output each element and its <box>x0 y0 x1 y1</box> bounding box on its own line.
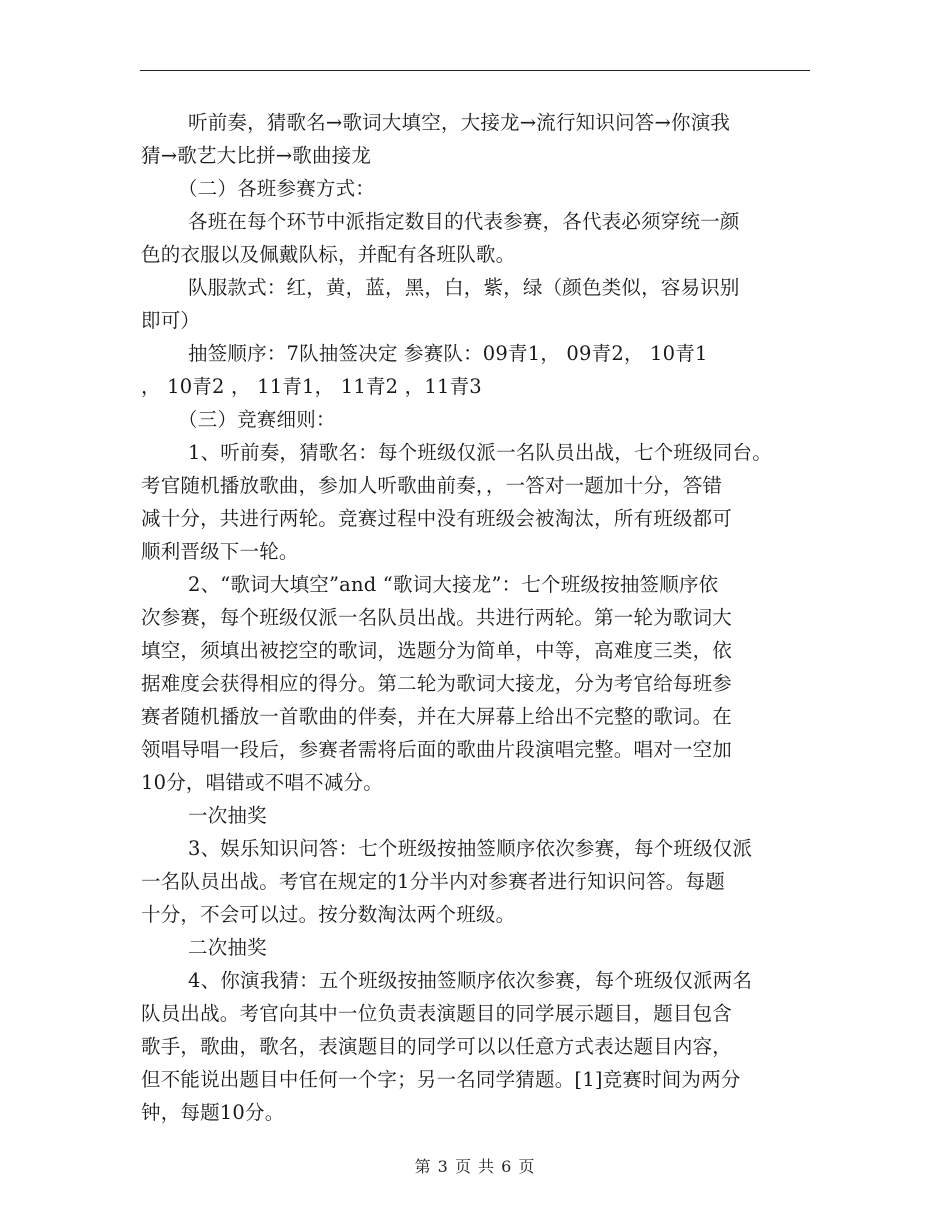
text-line: 4、你演我猜：五个班级按抽签顺序依次参赛，每个班级仅派两名 <box>188 969 753 992</box>
section-heading: （二）各班参赛方式： <box>178 177 376 200</box>
text-line: 猜→歌艺大比拼→歌曲接龙 <box>141 144 372 167</box>
text-line: 二次抽奖 <box>188 936 267 959</box>
text-line: 考官随机播放歌曲，参加人听歌曲前奏，，一答对一题加十分，答错 <box>141 474 723 497</box>
text-line: 次参赛，每个班级仅派一名队员出战。共进行两轮。第一轮为歌词大 <box>141 606 733 629</box>
text-line: 队服款式：红，黄，蓝，黑，白，紫，绿（颜色类似，容易识别 <box>188 276 740 299</box>
text-line: 但不能说出题目中任何一个字；另一名同学猜题。[1]竞赛时间为两分 <box>141 1068 741 1091</box>
text-line: ， 10青2 ， 11青1， 11青2 ，11青3 <box>141 375 482 398</box>
text-line: 2、“歌词大填空”and “歌词大接龙”：七个班级按抽签顺序依 <box>188 573 719 596</box>
page-footer: 第 3 页 共 6 页 <box>414 1157 536 1176</box>
text-line: 赛者随机播放一首歌曲的伴奏，并在大屏幕上给出不完整的歌词。在 <box>141 705 733 728</box>
text-line: 一名队员出战。考官在规定的1分半内对参赛者进行知识问答。每题 <box>141 870 725 893</box>
text-line: 歌手，歌曲，歌名，表演题目的同学可以以任意方式表达题目内容， <box>141 1035 733 1058</box>
text-line: 各班在每个环节中派指定数目的代表参赛，各代表必须穿统一颜 <box>188 210 740 233</box>
text-line: 据难度会获得相应的得分。第二轮为歌词大接龙，分为考官给每班参 <box>141 672 733 695</box>
text-line: 顺利晋级下一轮。 <box>141 540 299 563</box>
text-line: 即可） <box>141 309 201 332</box>
text-line: 色的衣服以及佩戴队标，并配有各班队歌。 <box>141 243 516 266</box>
text-line: 队员出战。考官向其中一位负责表演题目的同学展示题目，题目包含 <box>141 1002 733 1025</box>
text-line: 10分，唱错或不唱不减分。 <box>141 771 383 794</box>
text-line: 十分，不会可以过。按分数淘汰两个班级。 <box>141 903 516 926</box>
text-line: 减十分，共进行两轮。竞赛过程中没有班级会被淘汰，所有班级都可 <box>141 507 733 530</box>
text-line: 钟，每题10分。 <box>141 1101 285 1124</box>
text-line: 1、听前奏，猜歌名：每个班级仅派一名队员出战，七个班级同台。 <box>188 441 772 464</box>
header-rule <box>140 70 810 71</box>
text-line: 领唱导唱一段后，参赛者需将后面的歌曲片段演唱完整。唱对一空加 <box>141 738 733 761</box>
text-line: 听前奏，猜歌名→歌词大填空，大接龙→流行知识问答→你演我 <box>188 111 731 134</box>
text-line: 抽签顺序：7队抽签决定 参赛队：09青1， 09青2， 10青1 <box>188 342 708 365</box>
text-line: 一次抽奖 <box>188 804 267 827</box>
section-heading: （三）竞赛细则： <box>178 408 336 431</box>
text-line: 填空，须填出被挖空的歌词，选题分为简单，中等，高难度三类，依 <box>141 639 733 662</box>
text-line: 3、娱乐知识问答：七个班级按抽签顺序依次参赛，每个班级仅派 <box>188 837 753 860</box>
